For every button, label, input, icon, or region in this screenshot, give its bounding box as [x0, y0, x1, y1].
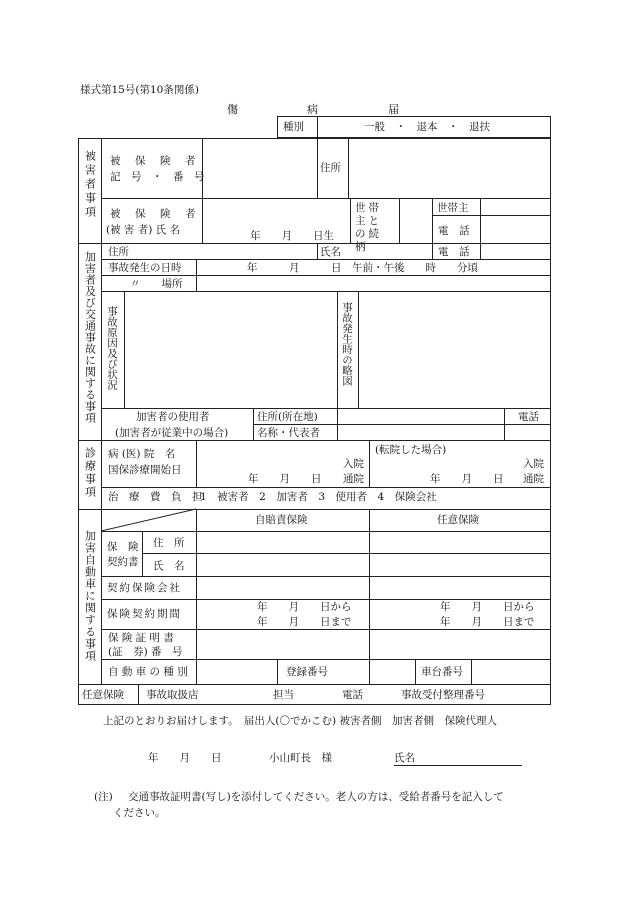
title-char-1: 傷: [227, 103, 238, 116]
transfer-date[interactable]: 年 月 日: [430, 473, 504, 485]
accident-diagram-label: 事故発生時の略図: [341, 302, 354, 386]
transfer-label: (転院した場合): [375, 444, 447, 456]
compulsory-insurance-header: 自賠責保険: [255, 514, 308, 526]
employer-address-label: 住所(所在地): [257, 411, 318, 423]
offender-address-label: 住所: [108, 246, 129, 258]
chassis-number-label: 車台番号: [421, 666, 463, 678]
insured-label-2: (被 害 者) 氏 名: [106, 224, 181, 236]
footer-person-label: 担当: [273, 689, 294, 701]
footer-receipt-label: 事故受付整理番号: [401, 689, 485, 701]
offender-name-label: 氏名: [320, 246, 341, 258]
treatment-burden-label: 治 療 費 負 担: [108, 491, 203, 503]
addressee: 小山町長 様: [269, 752, 332, 764]
accident-datetime-label: 事故発生の日時: [108, 262, 182, 274]
vehicle-section-label: 加害自動車に関する事項: [83, 530, 97, 662]
car-type-label: 自 動 車 の 種 別: [108, 666, 188, 678]
voluntary-insurance-header: 任意保険: [437, 514, 479, 526]
certificate-label-2: (証 券) 番 号: [108, 646, 183, 658]
contract-name-label: 氏 名: [153, 560, 185, 572]
voluntary-period-from[interactable]: 年 月 日から: [440, 601, 535, 613]
hospital-label-2: 国保診療開始日: [108, 464, 182, 476]
victim-address-label: 住所: [320, 162, 341, 174]
type-options[interactable]: 一般 ・ 退本 ・ 退扶: [364, 121, 490, 133]
victim-phone-label: 電 話: [438, 225, 470, 237]
victim-dob[interactable]: 年 月 日生: [250, 230, 334, 242]
footer-voluntary-label: 任意保険: [82, 689, 124, 701]
signature-line[interactable]: [394, 765, 522, 766]
registration-number-label: 登録番号: [286, 666, 328, 678]
insured-label-1: 被 保 険 者: [110, 208, 198, 220]
signature-name-label: 氏名: [394, 752, 415, 764]
footer-agency-label: 事故取扱店: [146, 689, 199, 701]
insurance-period-label: 保険契約期間: [107, 608, 182, 620]
medical-section-label: 診療事項: [83, 447, 97, 499]
declaration-text: 上記のとおりお届けします。 届出人(〇でかこむ) 被害者側 加害者側 保険代理人: [103, 715, 497, 727]
employer-label-2: (加害者が従業中の場合): [115, 427, 229, 439]
note-line-2: ください。: [113, 807, 166, 819]
insurance-company-label: 契約保険会社: [107, 582, 182, 594]
transfer-visit-label: 通院: [523, 473, 544, 485]
hospital-visit-label: 通院: [343, 473, 364, 485]
signature-date[interactable]: 年 月 日: [148, 752, 222, 764]
transfer-admit-label: 入院: [523, 458, 544, 470]
accident-place-label: 〃 場所: [130, 278, 183, 290]
contract-label-2: 契約書: [107, 556, 139, 568]
householder-label: 世帯主: [437, 202, 469, 214]
hospital-admit-label: 入院: [343, 458, 364, 470]
victim-section-label: 被害者事項: [83, 150, 97, 220]
hospital-date[interactable]: 年 月 日: [248, 473, 322, 485]
householder-relation-label: 世帯主との続柄: [355, 202, 382, 254]
compulsory-period-to[interactable]: 年 月 日まで: [257, 616, 352, 628]
accident-datetime-value[interactable]: 年 月 日 午前・午後 時 分頃: [247, 262, 478, 274]
contract-label-1: 保 険: [107, 541, 139, 553]
contract-address-label: 住 所: [153, 537, 185, 549]
title-char-3: 届: [388, 103, 399, 116]
form-reference: 様式第15号(第10条関係): [80, 84, 199, 96]
certificate-label-1: 保 険 証 明 書: [108, 632, 174, 644]
offender-phone-label: 電 話: [438, 246, 470, 258]
insurer-label-1: 被 保 険 者: [110, 155, 198, 167]
footer-phone-label: 電話: [342, 689, 363, 701]
employer-phone-label: 電話: [518, 411, 539, 423]
title-char-2: 病: [307, 103, 318, 116]
note-line-1: 交通事故証明書(写し)を添付してください。老人の方は、受給者番号を記入して: [128, 791, 504, 803]
treatment-burden-options[interactable]: 1 被害者 2 加害者 3 使用者 4 保険会社: [200, 491, 437, 503]
employer-label-1: 加害者の使用者: [136, 411, 210, 423]
accident-cause-label: 事故原因及び状況: [106, 306, 119, 390]
employer-name-label: 名称・代表者: [257, 427, 320, 439]
hospital-label-1: 病 (医) 院 名: [108, 448, 176, 460]
offender-section-label: 加害者及び交通事故に関する事項: [83, 251, 97, 424]
type-label: 種別: [283, 121, 304, 133]
voluntary-period-to[interactable]: 年 月 日まで: [440, 616, 535, 628]
compulsory-period-from[interactable]: 年 月 日から: [257, 601, 352, 613]
insurer-label-2: 記 号 ・ 番 号: [110, 171, 205, 183]
note-mark: (注): [94, 791, 113, 803]
